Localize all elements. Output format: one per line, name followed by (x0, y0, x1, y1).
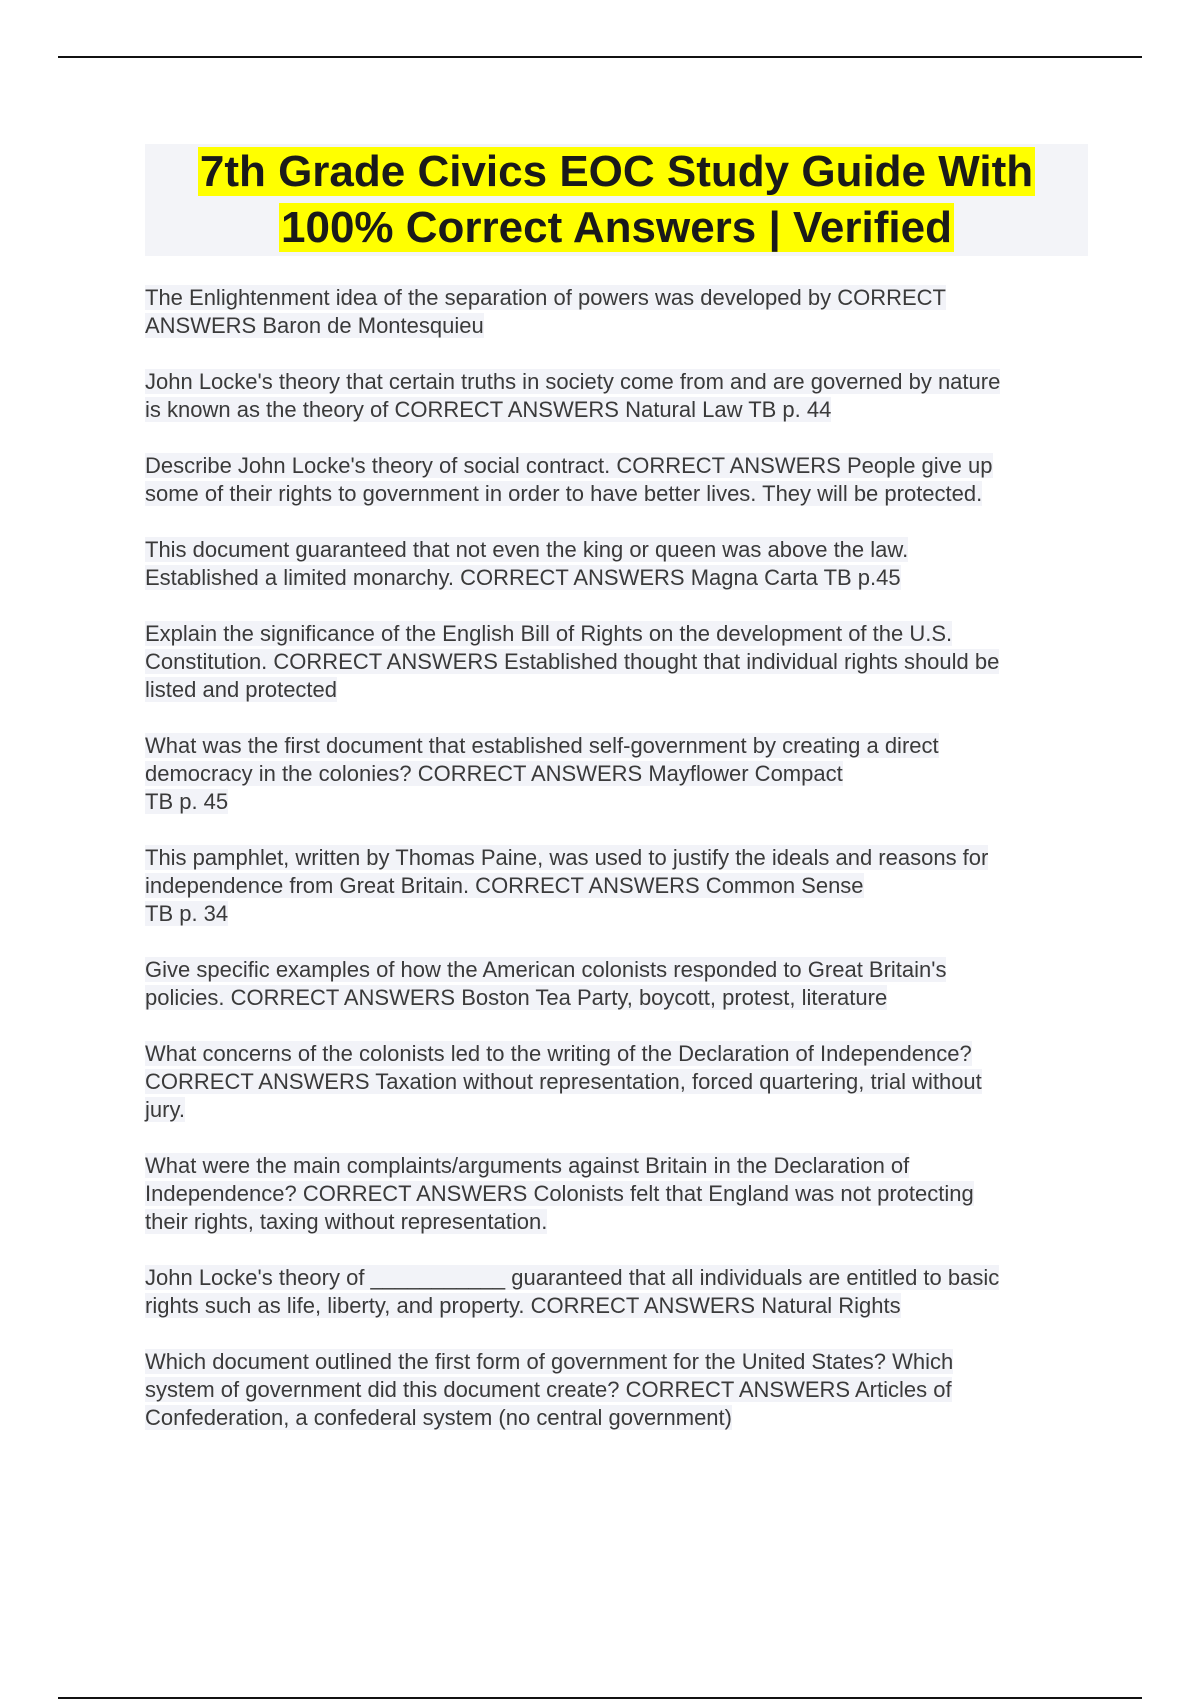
qa-item (145, 1348, 1090, 1432)
qa-text: John Locke's theory of ___________ guaranteed that all individuals are entitled to basic rights such as life, liberty, and property. CORRECT ANSWERS Natural Rights (145, 1265, 1000, 1318)
qa-item (145, 284, 1090, 340)
qa-item (145, 452, 1090, 508)
qa-text: What was the first document that established self-government by creating a direct democracy in the colonies? CORRECT ANSWERS Mayflower Compact TB p. 45 (145, 733, 939, 814)
qa-text: John Locke's theory that certain truths in society come from and are governed by nature is known as the theory of CORRECT ANSWERS Natural Law TB p. 44 (145, 369, 1001, 422)
qa-text: Explain the significance of the English Bill of Rights on the development of the U.S. Constitution. CORRECT ANSWERS Established thought that individual rights should be listed and protected (145, 621, 1000, 702)
qa-item (145, 368, 1090, 424)
qa-list (145, 284, 1090, 1460)
qa-item (145, 620, 1090, 704)
top-rule (58, 56, 1142, 58)
qa-text: Which document outlined the first form of government for the United States? Which system of government did this document create? CORRECT ANSWERS Articles of Confederation, a confederal system (no central government) (145, 1349, 954, 1430)
qa-item (145, 844, 1090, 928)
qa-item (145, 536, 1090, 592)
qa-text: What were the main complaints/arguments against Britain in the Declaration of Independence? CORRECT ANSWERS Colonists felt that England was not protecting their rights, taxing without representation. (145, 1153, 974, 1234)
qa-item (145, 732, 1090, 816)
qa-item (145, 956, 1090, 1012)
qa-text: The Enlightenment idea of the separation of powers was developed by CORRECT ANSWERS Baron de Montesquieu (145, 285, 946, 338)
qa-text: This document guaranteed that not even the king or queen was above the law. Established a limited monarchy. CORRECT ANSWERS Magna Carta TB p.45 (145, 537, 909, 590)
bottom-rule (58, 1697, 1142, 1699)
qa-text: Give specific examples of how the American colonists responded to Great Britain's policies. CORRECT ANSWERS Boston Tea Party, boycott, protest, literature (145, 957, 947, 1010)
document-title (145, 144, 1088, 256)
qa-item (145, 1152, 1090, 1236)
title-line-1: 7th Grade Civics EOC Study Guide With (199, 147, 1034, 196)
qa-item (145, 1264, 1090, 1320)
qa-text: Describe John Locke's theory of social contract. CORRECT ANSWERS People give up some of their rights to government in order to have better lives. They will be protected. (145, 453, 993, 506)
qa-text: This pamphlet, written by Thomas Paine, was used to justify the ideals and reasons for independence from Great Britain. CORRECT ANSWERS Common Sense TB p. 34 (145, 845, 989, 926)
qa-text: What concerns of the colonists led to the writing of the Declaration of Independence? CORRECT ANSWERS Taxation without representation, forced quartering, trial without jury. (145, 1041, 982, 1122)
title-line-2: 100% Correct Answers | Verified (281, 203, 952, 252)
qa-item (145, 1040, 1090, 1124)
